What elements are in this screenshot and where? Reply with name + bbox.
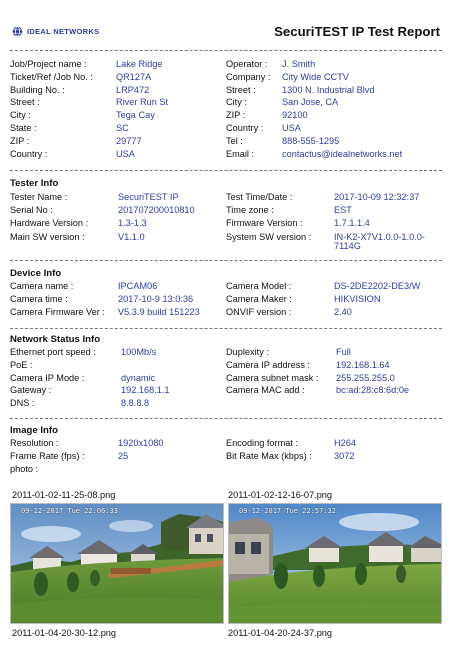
image-info-title: Image Info [10,425,58,436]
tester-info-title: Tester Info [10,178,59,189]
photo-filename: 2011-01-04-20-24-37.png [228,628,333,638]
field-label: photo : [10,464,39,474]
field-label: Camera subnet mask : [226,372,319,383]
field-label: Serial No : [10,205,53,216]
photo-filename: 2011-01-04-20-30-12.png [12,628,117,638]
field-label: City : [10,110,31,121]
field-value: River Run St [116,97,169,108]
field-value: 1300 N. Industrial Blvd [282,84,375,95]
camera-snapshot-image [229,504,441,623]
field-label: Time zone : [226,205,274,216]
field-label: State : [10,123,37,133]
field-label: Tel : [226,135,243,146]
camera-snapshot[interactable] [228,503,442,624]
report-title: SecuriTEST IP Test Report [274,24,440,39]
field-label: ZIP : [10,135,30,146]
field-label: Company : [226,71,271,82]
divider [10,170,442,171]
field-value: contactus@idealnetworks.net [282,148,403,159]
field-value: Full [336,347,351,357]
field-value: bc:ad:28:c8:6d:0e [336,385,410,396]
divider [10,418,442,419]
divider [10,328,442,329]
field-value: LRP472 [116,84,150,95]
field-value: 255.255.255.0 [336,372,395,383]
timestamp-overlay: 09-12-2017 Tue 22:57:32 [239,507,336,515]
field-label: Resolution : [10,438,59,448]
divider [10,260,442,261]
field-value: 192.168.1.1 [121,385,170,396]
field-value: 8.8.8.8 [121,398,150,409]
field-label: DNS : [10,398,35,409]
field-value: 1920x1080 [118,438,164,448]
field-value: 2017-10-9 13:0:36 [118,294,194,305]
field-value: IPCAM06 [118,281,158,291]
field-value: City Wide CCTV [282,71,349,82]
field-label: Building No. : [10,84,65,95]
field-value: Tega Cay [116,110,155,121]
field-label: Camera Maker : [226,294,292,305]
field-value: USA [282,123,301,133]
camera-snapshot-image [11,504,223,623]
field-value: EST [334,205,352,216]
field-label: Country : [226,123,264,133]
field-value: IN-K2-X7V1.0.0-1.0.0- [334,231,425,242]
globe-logo-icon [12,26,23,37]
field-value: 7114G [334,241,361,252]
field-value: 1.3-1.3 [118,218,147,229]
field-label: Job/Project name : [10,59,87,69]
field-label: Street : [226,84,256,95]
device-info-title: Device Info [10,268,62,279]
field-label: Firmware Version : [226,218,303,229]
field-value: USA [116,148,135,159]
field-value: J. Smith [282,59,316,69]
field-value: 888-555-1295 [282,135,340,146]
field-label: Camera time : [10,294,68,305]
field-label: Email : [226,148,255,159]
field-value: 3072 [334,451,355,461]
photo-filename: 2011-01-02-12-16-07.png [228,490,333,500]
field-label: Operator : [226,59,268,69]
field-value: San Jose, CA [282,97,339,108]
field-label: ONVIF version : [226,307,292,318]
field-label: Ticket/Ref /Job No. : [10,71,93,82]
field-label: City : [226,97,247,108]
field-value: dynamic [121,372,156,383]
field-label: Tester Name : [10,192,68,202]
field-label: Camera MAC add : [226,385,305,396]
field-label: PoE : [10,359,33,370]
field-value: 192.168.1.64 [336,359,390,370]
field-label: Hardware Version : [10,218,89,229]
field-value: 1.7.1.1.4 [334,218,370,229]
field-label: System SW version : [226,231,312,242]
field-value: 92100 [282,110,308,121]
field-label: ZIP : [226,110,246,121]
field-value: H264 [334,438,356,448]
field-label: Camera IP address : [226,359,311,370]
timestamp-overlay: 09-12-2017 Tue 22:06:33 [21,507,118,515]
field-value: HIKVISION [334,294,381,305]
field-label: Country : [10,148,48,159]
field-value: SC [116,123,129,133]
field-label: Test Time/Date : [226,192,293,202]
field-value: 100Mb/s [121,347,157,357]
field-label: Street : [10,97,40,108]
field-value: V5.3.9 build 151223 [118,307,200,318]
field-value: QR127A [116,71,152,82]
photo-filename: 2011-01-02-11-25-08.png [12,490,116,500]
field-value: 2017-10-09 12:32:37 [334,192,420,202]
field-value: Lake Ridge [116,59,163,69]
field-label: Bit Rate Max (kbps) : [226,451,312,461]
field-value: 29777 [116,135,142,146]
field-value: 2.40 [334,307,352,318]
field-value: V1.1.0 [118,231,145,242]
brand-name: IDEAL NETWORKS [27,27,100,36]
field-label: Camera Firmware Ver : [10,307,105,318]
brand-logo [12,26,99,37]
field-label: Gateway : [10,385,52,396]
field-value: 201707200010810 [118,205,195,216]
divider [10,50,442,51]
field-label: Camera IP Mode : [10,372,85,383]
field-label: Main SW version : [10,231,85,242]
camera-snapshot[interactable] [10,503,224,624]
field-label: Ethernet port speed : [10,347,96,357]
field-value: SecuriTEST IP [118,192,179,202]
field-label: Encoding format : [226,438,299,448]
field-label: Frame Rate (fps) : [10,451,85,461]
field-label: Camera name : [10,281,74,291]
field-value: 25 [118,451,129,461]
field-label: Camera Model : [226,281,292,291]
field-label: Duplexity : [226,347,269,357]
field-value: DS-2DE2202-DE3/W [334,281,421,291]
network-info-title: Network Status Info [10,334,101,345]
